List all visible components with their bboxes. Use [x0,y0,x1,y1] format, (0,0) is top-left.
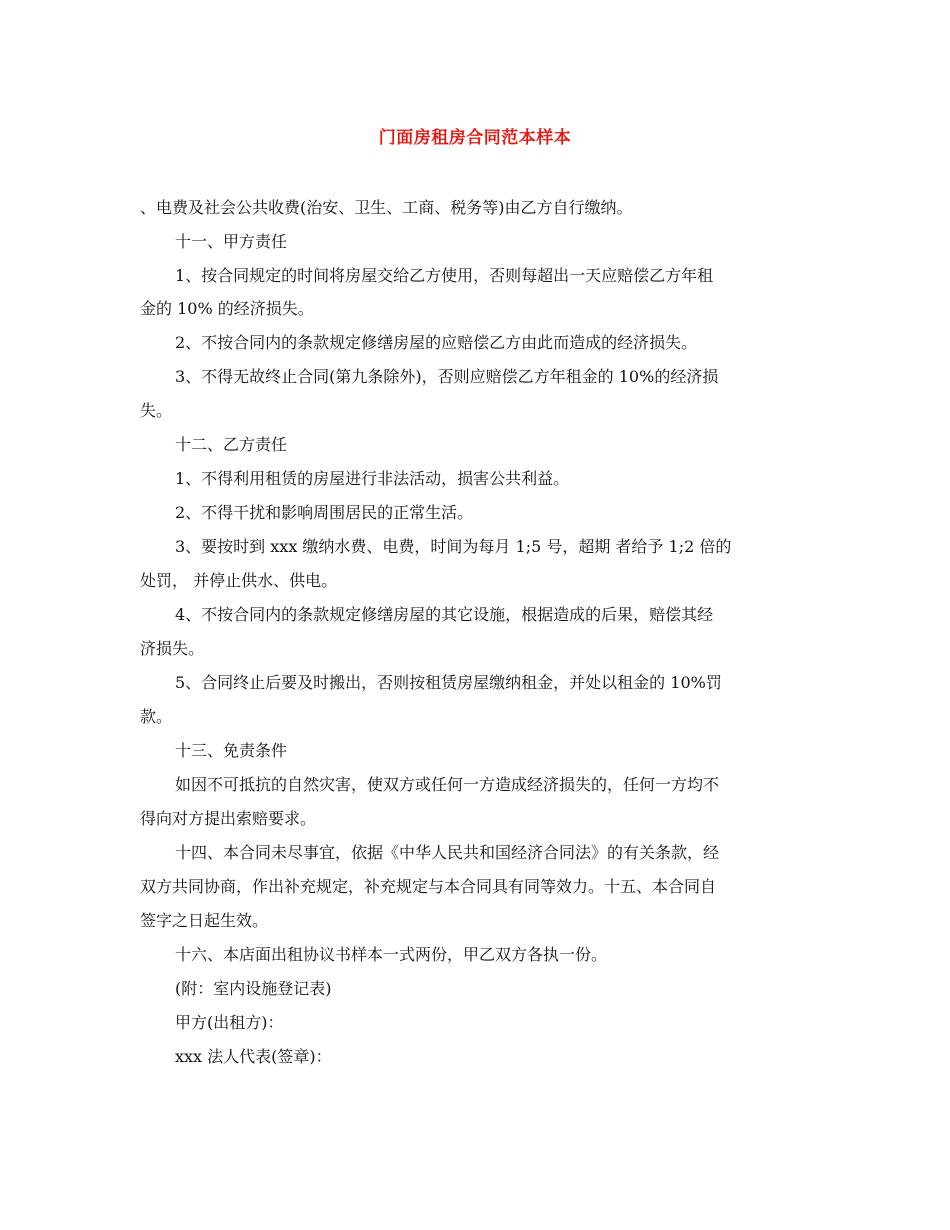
paragraph-line: 十六、本店面出租协议书样本一式两份，甲乙双方各执一份。 [175,945,608,964]
paragraph-line: 款。 [140,707,173,726]
paragraph-line: 双方共同协商，作出补充规定，补充规定与本合同具有同等效力。十五、本合同自 [140,877,717,896]
paragraph-line: 3、不得无故终止合同(第九条除外)，否则应赔偿乙方年租金的 10%的经济损 [175,367,719,386]
paragraph-line: 十四、本合同未尽事宜，依据《中华人民共和国经济合同法》的有关条款，经 [175,843,720,862]
section-heading: 十二、乙方责任 [175,435,288,454]
document-title: 门面房租房合同范本样本 [378,128,572,148]
section-heading: 十一、甲方责任 [175,232,288,251]
paragraph-line: 2、不按合同内的条款规定修缮房屋的应赔偿乙方由此而造成的经济损失。 [175,333,698,352]
signature-line: xxx 法人代表(签章)： [175,1047,332,1066]
paragraph-line: 签字之日起生效。 [140,911,269,930]
paragraph-line: 失。 [140,401,173,420]
paragraph-line: 3、要按时到 xxx 缴纳水费、电费，时间为每月 1;5 号，超期 者给予 1;2 倍的 [175,537,732,556]
paragraph-line: 1、按合同规定的时间将房屋交给乙方使用，否则每超出一天应赔偿乙方年租 [175,266,714,285]
paragraph-line: 济损失。 [140,639,205,658]
section-heading: 十三、免责条件 [175,741,288,760]
signature-line: 甲方(出租方)： [175,1013,284,1032]
paragraph-line: 、电费及社会公共收费(治安、卫生、工商、税务等)由乙方自行缴纳。 [140,198,633,217]
paragraph-line: 如因不可抵抗的自然灾害，使双方或任何一方造成经济损失的，任何一方均不 [175,775,720,794]
paragraph-line: 金的 10% 的经济损失。 [140,299,314,318]
paragraph-line: 2、不得干扰和影响周围居民的正常生活。 [175,503,474,522]
paragraph-line: 得向对方提出索赔要求。 [140,809,317,828]
paragraph-line: 1、不得利用租赁的房屋进行非法活动，损害公共利益。 [175,469,570,488]
paragraph-line: 5、合同终止后要及时搬出，否则按租赁房屋缴纳租金，并处以租金的 10%罚 [175,673,722,692]
paragraph-line: (附：室内设施登记表) [175,979,332,998]
paragraph-line: 4、不按合同内的条款规定修缮房屋的其它设施，根据造成的后果，赔偿其经 [175,605,714,624]
paragraph-line: 处罚， 并停止供水、供电。 [140,571,338,590]
